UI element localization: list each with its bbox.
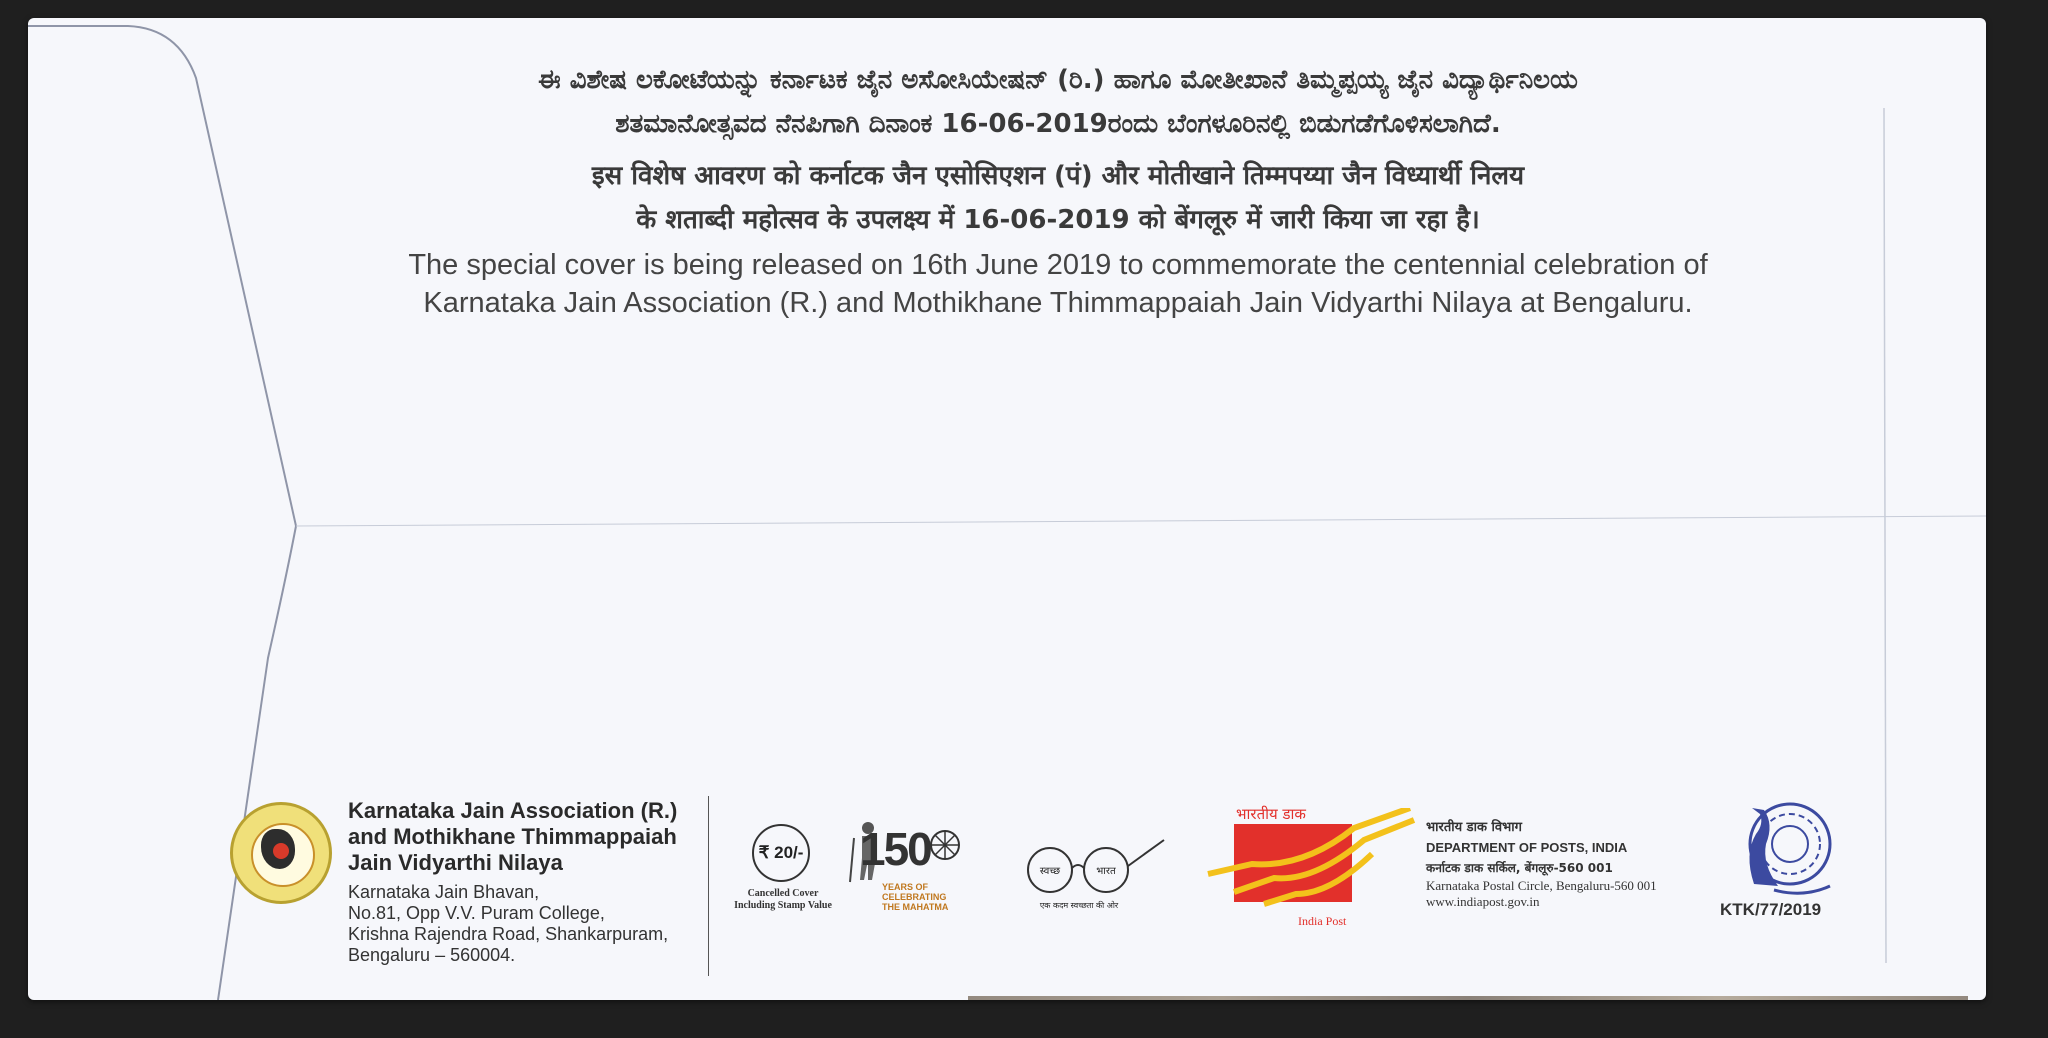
gandhi-150-logo xyxy=(846,818,966,918)
org-addr-line-2: No.81, Opp V.V. Puram College, xyxy=(348,903,605,923)
dept-line-4: Karnataka Postal Circle, Bengaluru-560 001 xyxy=(1426,878,1657,893)
english-line-2: Karnataka Jain Association (R.) and Mothikhane Thimmappaiah Jain Vidyarthi Nilaya at Bengaluru. xyxy=(423,287,1693,319)
english-line-1: The special cover is being released on 16th June 2019 to commemorate the centennial celebration of xyxy=(408,249,1708,281)
india-post-wing-icon xyxy=(1204,808,1424,918)
charkha-wheel-icon xyxy=(928,828,962,862)
india-post-english: India Post xyxy=(1298,914,1347,928)
footer-divider xyxy=(708,796,709,976)
english-notice xyxy=(328,246,1788,322)
swachh-word-1: स्वच्छ xyxy=(1039,866,1061,877)
org-addr-line-1: Karnataka Jain Bhavan, xyxy=(348,882,540,902)
spectacles-icon xyxy=(1024,832,1174,896)
department-of-posts-block xyxy=(1426,818,1726,910)
organization-address xyxy=(348,882,728,966)
stamp-caption xyxy=(728,888,838,912)
india-post-logo xyxy=(1204,805,1424,938)
hindi-notice xyxy=(328,154,1788,242)
hindi-line-2: के शताब्दी महोत्सव के उपलक्ष्य में 16-06-2019 को बेंगलूरु में जारी किया जा रहा है। xyxy=(636,205,1480,235)
association-seal-logo xyxy=(230,802,332,904)
swachh-word-2: भारत xyxy=(1096,866,1116,877)
kannada-notice xyxy=(328,58,1788,146)
organization-name xyxy=(348,798,728,876)
mahatma-caption-line-3: THE MAHATMA xyxy=(882,902,949,912)
hindi-line-1: इस विशेष आवरण को कर्नाटक जैन एसोसिएशन (पं) और मोतीखाने तिम्मपय्या जैन विध्यार्थी निलय xyxy=(591,161,1525,191)
cover-code: KTK/77/2019 xyxy=(1720,900,1822,919)
org-name-line-3: Jain Vidyarthi Nilaya xyxy=(348,850,563,875)
stamp-caption-line-1: Cancelled Cover xyxy=(747,888,819,899)
org-addr-line-4: Bengaluru – 560004. xyxy=(348,945,516,965)
cover-footer xyxy=(28,770,1986,990)
org-addr-line-3: Krishna Rajendra Road, Shankarpuram, xyxy=(348,924,669,944)
peacock-emblem-icon xyxy=(1734,794,1844,904)
envelope-back xyxy=(28,18,1986,1000)
org-name-line-2: and Mothikhane Thimmappaiah xyxy=(348,824,677,849)
kannada-line-1: ಈ ವಿಶೇಷ ಲಕೋಟೆಯನ್ನು ಕರ್ನಾಟಕ ಜೈನ ಅಸೋಸಿಯೇಷನ್ (ರಿ.) ಹಾಗೂ ಮೋತೀಖಾನೆ ತಿಮ್ಮಪ್ಪಯ್ಯ ಜೈನ ವಿದ್ಯಾರ್ಥಿನಿಲಯ xyxy=(538,65,1578,95)
stamp-value-badge: ₹ 20/- xyxy=(752,824,810,882)
bottom-photo-strip xyxy=(968,996,1968,1000)
kannada-line-2: ಶತಮಾನೋತ್ಸವದ ನೆನಪಿಗಾಗಿ ದಿನಾಂಕ 16-06-2019ರಂದು ಬೆಂಗಳೂರಿನಲ್ಲಿ ಬಿಡುಗಡೆಗೊಳಿಸಲಾಗಿದೆ. xyxy=(615,109,1501,139)
years-number: 150 xyxy=(860,823,931,875)
mahatma-caption-line-2: CELEBRATING xyxy=(882,892,947,902)
mahatma-caption xyxy=(882,882,982,912)
dept-line-1: भारतीय डाक विभाग xyxy=(1426,820,1522,835)
dept-website: www.indiapost.gov.in xyxy=(1426,894,1540,909)
mahatma-caption-line-1: YEARS OF xyxy=(882,882,929,892)
swachh-bharat-logo xyxy=(1024,832,1174,922)
stamp-caption-line-2: Including Stamp Value xyxy=(734,900,832,911)
dept-line-2: DEPARTMENT OF POSTS, INDIA xyxy=(1426,840,1628,855)
india-post-hindi: भारतीय डाक xyxy=(1236,805,1306,823)
dept-line-3: कर्नाटक डाक सर्किल, बेंगलूरु-560 001 xyxy=(1426,861,1613,875)
swachh-caption: एक कदम स्वच्छता की ओर xyxy=(1039,901,1119,910)
org-name-line-1: Karnataka Jain Association (R.) xyxy=(348,798,678,823)
